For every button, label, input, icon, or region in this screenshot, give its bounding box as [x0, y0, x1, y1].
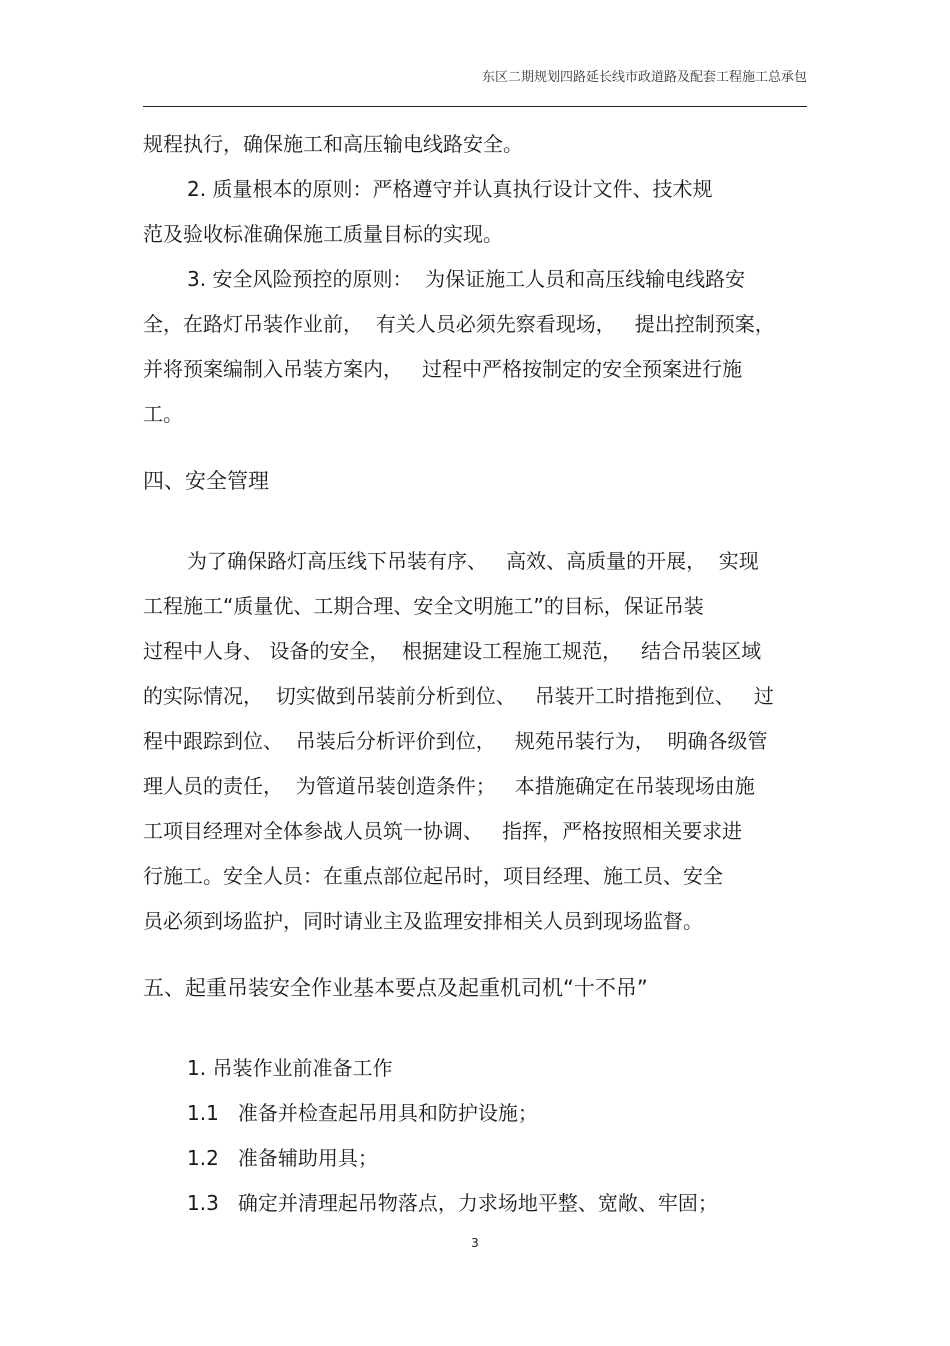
text-line: 员必须到场监护，同时请业主及监理安排相关人员到现场监督。	[143, 909, 703, 933]
section-heading-4: 四、安全管理	[143, 469, 269, 493]
header-title: 东区二期规划四路延长线市政道路及配套工程施工总承包	[481, 70, 807, 85]
text-line: 行施工。安全人员：在重点部位起吊时，项目经理、施工员、安全	[143, 864, 723, 888]
text-line: 工。	[143, 402, 183, 426]
text-line: 为了确保路灯高压线下吊装有序、 高效、高质量的开展， 实现	[187, 549, 759, 573]
text-line: 3. 安全风险预控的原则： 为保证施工人员和高压线输电线路安	[187, 267, 746, 291]
text-line: 规程执行，确保施工和高压输电线路安全。	[143, 132, 523, 156]
page-number: 3	[471, 1236, 479, 1250]
text-line: 范及验收标准确保施工质量目标的实现。	[143, 222, 503, 246]
text-line: 并将预案编制入吊装方案内， 过程中严格按制定的安全预案进行施	[143, 357, 743, 381]
list-item: 1. 吊装作业前准备工作	[187, 1056, 393, 1080]
list-item: 1.3 确定并清理起吊物落点，力求场地平整、宽敞、牢固；	[187, 1191, 718, 1215]
list-item: 1.2 准备辅助用具；	[187, 1146, 378, 1170]
text-line: 2. 质量根本的原则：严格遵守并认真执行设计文件、技术规	[187, 177, 713, 201]
text-line: 理人员的责任， 为管道吊装创造条件； 本措施确定在吊装现场由施	[143, 774, 755, 798]
text-line: 过程中人身、 设备的安全， 根据建设工程施工规范， 结合吊装区域	[143, 639, 762, 663]
text-line: 的实际情况， 切实做到吊装前分析到位、 吊装开工时措拖到位、 过	[143, 684, 774, 708]
header-divider	[143, 106, 807, 107]
text-line: 程中跟踪到位、 吊装后分析评价到位， 规苑吊装行为， 明确各级管	[143, 729, 768, 753]
section-heading-5: 五、起重吊装安全作业基本要点及起重机司机“十不吊”	[143, 976, 648, 1000]
text-line: 全，在路灯吊装作业前， 有关人员必须先察看现场， 提出控制预案，	[143, 312, 775, 336]
text-line: 工项目经理对全体参战人员筑一协调、 指挥，严格按照相关要求进	[143, 819, 743, 843]
list-item: 1.1 准备并检查起吊用具和防护设施；	[187, 1101, 538, 1125]
text-line: 工程施工“质量优、工期合理、安全文明施工”的目标，保证吊装	[143, 594, 704, 618]
